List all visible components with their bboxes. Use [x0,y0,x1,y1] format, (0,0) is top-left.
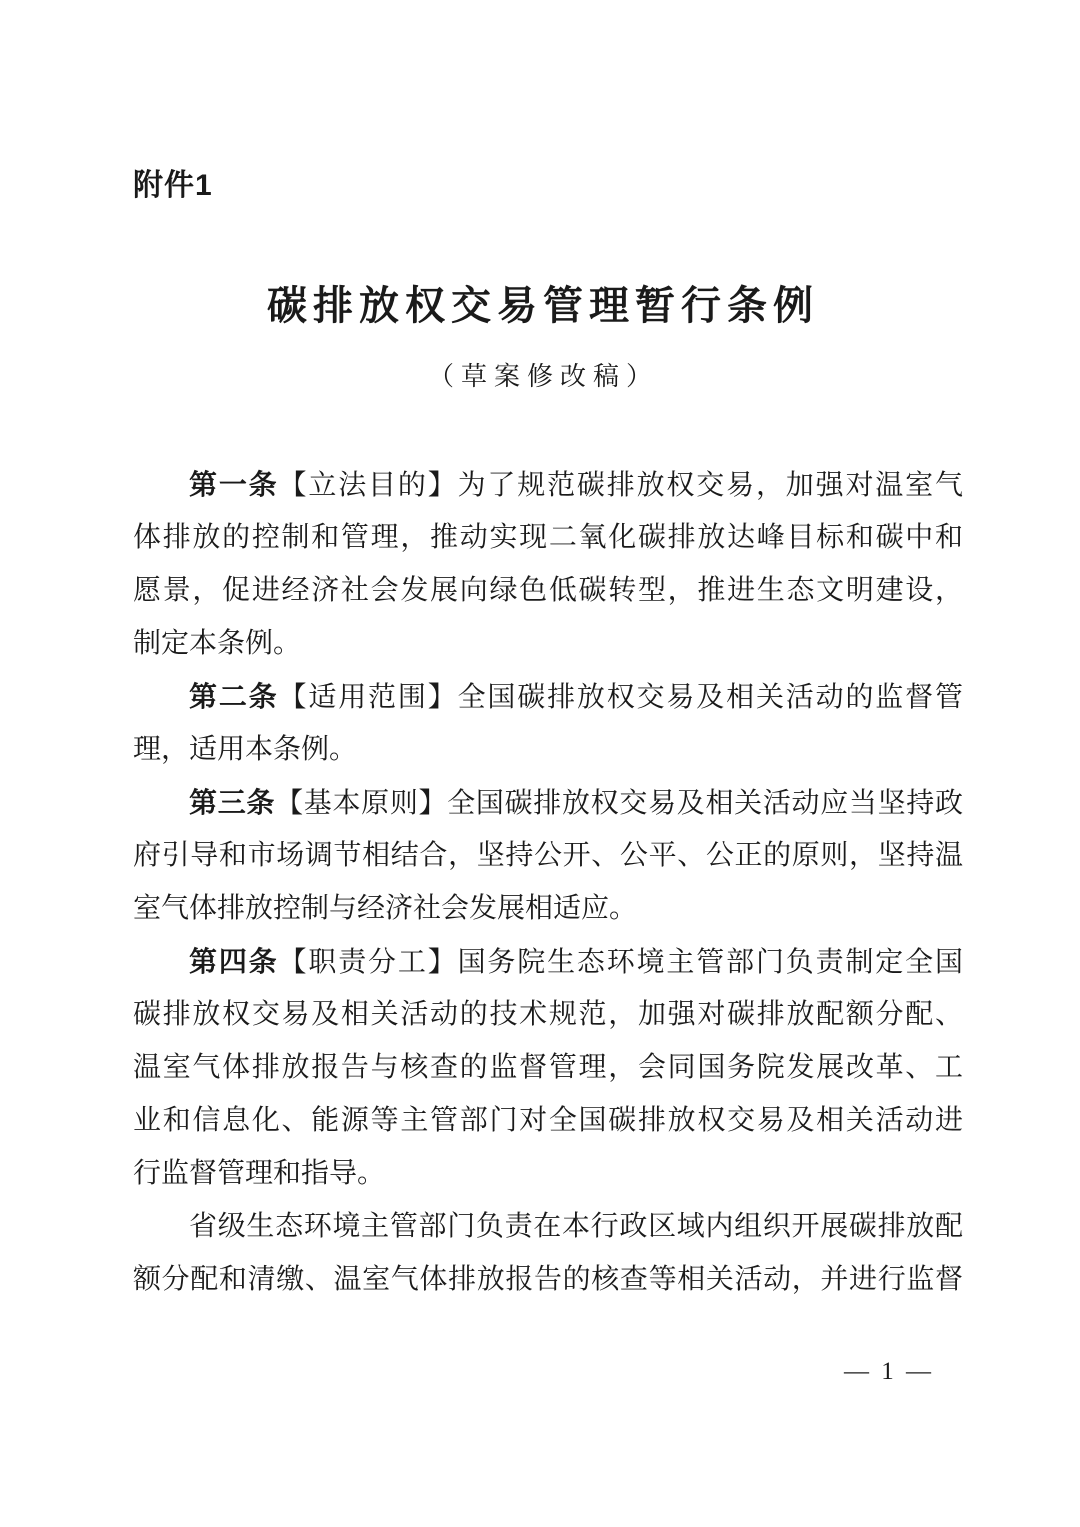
article-number: 第四条 [189,946,279,977]
document-title: 碳排放权交易管理暂行条例 [267,284,819,328]
article-number: 第三条 [189,787,276,818]
body-text: 【适用范围】全国碳排放权交易及相关活动的监督管 [278,682,963,713]
body-line [133,1041,963,1094]
body-text: 室气体排放控制与经济社会发展相适应。 [133,893,638,924]
body-line [133,882,963,935]
body-text: 府引导和市场调节相结合，坚持公开、公平、公正的原则，坚持温 [133,840,963,871]
body-text: 额分配和清缴、温室气体排放报告的核查等相关活动，并进行监督 [133,1264,963,1295]
body-text: 【基本原则】全国碳排放权交易及相关活动应当坚持政 [275,788,963,819]
body-line [133,1253,963,1306]
body-text: 温室气体排放报告与核查的监督管理，会同国务院发展改革、工 [133,1052,963,1083]
body-text: 省级生态环境主管部门负责在本行政区域内组织开展碳排放配 [189,1211,963,1242]
body-line [133,935,963,988]
body-line [133,988,963,1041]
article-number: 第一条 [189,469,279,500]
body-text: 理，适用本条例。 [133,734,358,765]
article-number: 第二条 [189,681,279,712]
body-text: 体排放的控制和管理，推动实现二氧化碳排放达峰目标和碳中和 [133,522,963,553]
attachment-label: 附件1 [133,169,213,202]
body-text: 愿景，促进经济社会发展向绿色低碳转型，推进生态文明建设， [133,575,963,606]
body-text: 【立法目的】为了规范碳排放权交易，加强对温室气 [278,470,963,501]
body-text: 【职责分工】国务院生态环境主管部门负责制定全国 [278,947,963,978]
body-text: 碳排放权交易及相关活动的技术规范，加强对碳排放配额分配、 [133,999,963,1030]
body-line [133,458,963,511]
document-body [133,458,963,1306]
body-text: 业和信息化、能源等主管部门对全国碳排放权交易及相关活动进 [133,1105,963,1136]
page-number: — 1 — [844,1358,934,1385]
body-line [133,1147,963,1200]
body-text: 行监督管理和指导。 [133,1158,386,1189]
body-line [133,670,963,723]
body-line [133,1200,963,1253]
body-line [133,829,963,882]
body-line [133,723,963,776]
body-line [133,1094,963,1147]
body-text: 制定本条例。 [133,628,302,659]
body-line [133,564,963,617]
document-subtitle: （草案修改稿） [427,362,659,391]
body-line [133,511,963,564]
body-line [133,776,963,829]
body-line [133,617,963,670]
